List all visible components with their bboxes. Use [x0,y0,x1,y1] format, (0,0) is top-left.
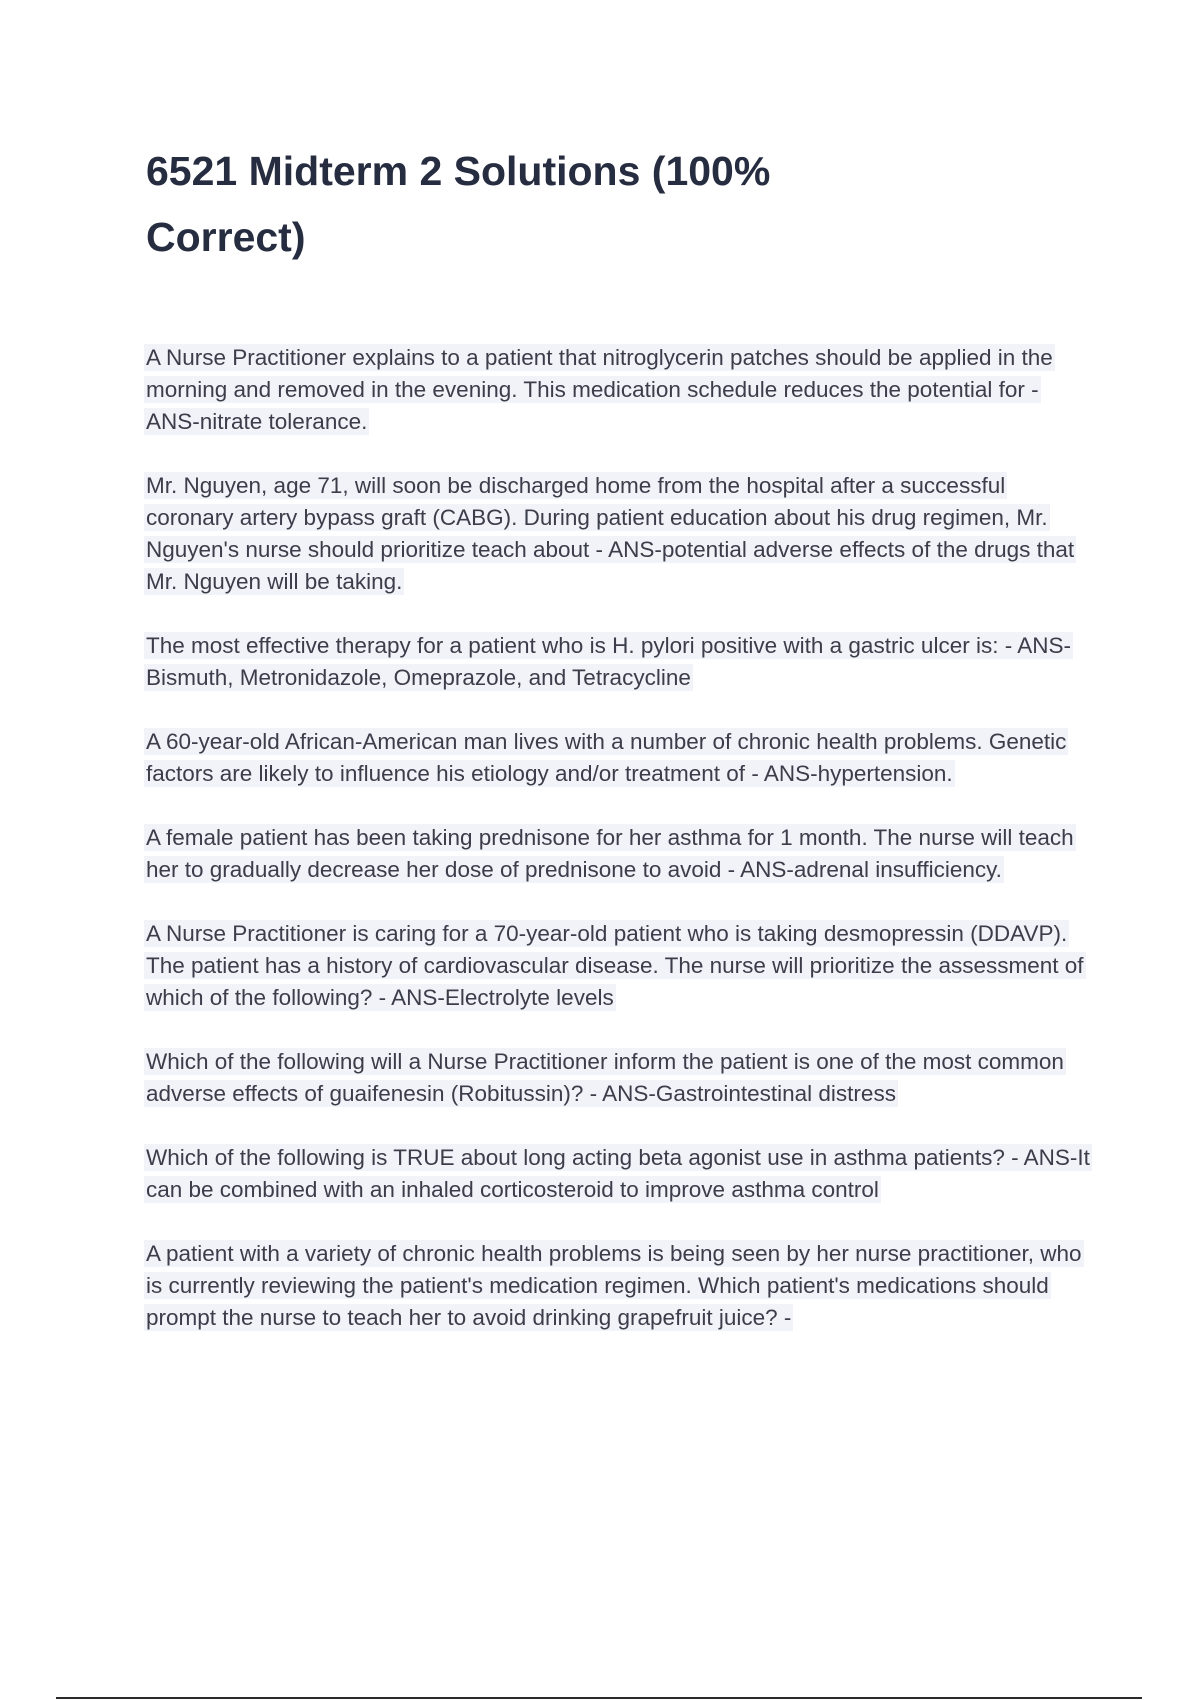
qa-item-text: A patient with a variety of chronic health problems is being seen by her nurse practitioner, who is currently reviewing the patient's medication regimen. Which patient's medications should prompt the nurse to teach her to avoid drinking grapefruit juice? - [146,1241,1082,1330]
qa-item-3 [144,630,1090,694]
qa-item-8 [144,1142,1090,1206]
qa-item-text: A 60-year-old African-American man lives with a number of chronic health problems. Genetic factors are likely to influence his etiology and/or treatment of - ANS-hypertension. [146,729,1067,786]
qa-item-text: A female patient has been taking prednisone for her asthma for 1 month. The nurse will teach her to gradually decrease her dose of prednisone to avoid - ANS-adrenal insufficiency. [146,825,1074,882]
qa-item-4 [144,726,1090,790]
qa-item-text: A Nurse Practitioner explains to a patient that nitroglycerin patches should be applied in the morning and removed in the evening. This medication schedule reduces the potential for - ANS-nitrate tolerance. [146,345,1053,434]
qa-item-text: A Nurse Practitioner is caring for a 70-year-old patient who is taking desmopressin (DDAVP). The patient has a history of cardiovascular disease. The nurse will prioritize the assessment of which of the following? - ANS-Electrolyte levels [146,921,1084,1010]
qa-item-text: The most effective therapy for a patient who is H. pylori positive with a gastric ulcer is: - ANS-Bismuth, Metronidazole, Omeprazole, and Tetracycline [146,633,1071,690]
question-answer-list [144,342,1090,1366]
page-bottom-rule [56,1697,1142,1699]
qa-item-text: Which of the following will a Nurse Practitioner inform the patient is one of the most common adverse effects of guaifenesin (Robitussin)? - ANS-Gastrointestinal distress [146,1049,1064,1106]
qa-item-6 [144,918,1090,1014]
qa-item-5 [144,822,1090,886]
qa-item-2 [144,470,1090,598]
qa-item-text: Mr. Nguyen, age 71, will soon be discharged home from the hospital after a successful coronary artery bypass graft (CABG). During patient education about his drug regimen, Mr. Nguyen's nurse should prioritize teach about - ANS-potential adverse effects of the drugs that Mr. Nguyen will be taking. [146,473,1075,594]
document-title: 6521 Midterm 2 Solutions (100% Correct) [146,148,771,260]
qa-item-7 [144,1046,1090,1110]
qa-item-text: Which of the following is TRUE about long acting beta agonist use in asthma patients? - ANS-It can be combined with an inhaled corticosteroid to improve asthma control [146,1145,1090,1202]
qa-item-1 [144,342,1090,438]
qa-item-9 [144,1238,1090,1334]
